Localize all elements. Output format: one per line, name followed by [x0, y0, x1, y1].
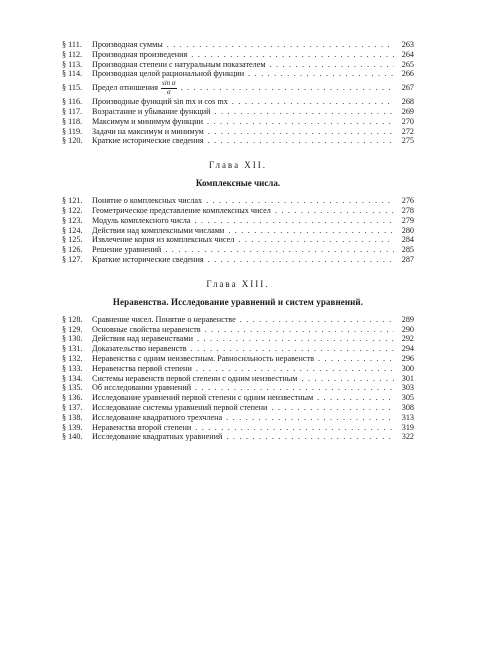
toc-entry-134 [62, 374, 414, 384]
toc-entry-114 [62, 69, 414, 79]
section-title: Краткие исторические сведения [92, 254, 204, 264]
section-title: Решение уравнений [92, 245, 162, 255]
page-number: 276 [401, 196, 414, 206]
section-number: § 135. [62, 383, 83, 393]
toc-entry-123 [62, 216, 414, 226]
section-number: § 132. [62, 353, 83, 363]
toc-entry-121 [62, 196, 414, 206]
leader-dots [181, 82, 394, 94]
leader-dots [195, 423, 394, 433]
section-number: § 115. [62, 83, 83, 93]
toc-entry-140 [62, 432, 414, 442]
chapter13-entries [62, 315, 414, 442]
section-number: § 121. [62, 196, 83, 206]
toc-entry-138 [62, 413, 414, 423]
toc-entry-133 [62, 364, 414, 374]
section-title: Максимум и минимум функции [92, 116, 203, 126]
section-number: § 123. [62, 215, 83, 225]
toc-entry-116 [62, 97, 414, 107]
leader-dots [197, 334, 394, 344]
chapter-title: Комплексные числа. [195, 178, 281, 189]
leader-dots [240, 315, 394, 325]
toc-entry-127 [62, 255, 414, 265]
section-title: Исследование уравнений первой степени с одним неизвестным [92, 393, 314, 403]
toc-entry-113 [62, 60, 414, 70]
leader-dots [275, 206, 394, 216]
toc-entry-139 [62, 423, 414, 433]
page-number: 279 [401, 215, 414, 225]
section-number: § 127. [62, 254, 83, 264]
leader-dots [226, 413, 394, 423]
toc-entry-112 [62, 50, 414, 60]
page-number: 287 [401, 254, 414, 264]
fraction-numerator: sin α [161, 79, 176, 88]
leader-dots [206, 196, 394, 206]
section-title: Возрастание и убывание функций [92, 106, 211, 116]
toc-entry-125 [62, 235, 414, 245]
page-number: 264 [401, 49, 414, 59]
leader-dots [238, 235, 394, 245]
section-title: Исследование системы уравнений первой степени [92, 402, 268, 412]
page-number: 319 [401, 422, 414, 432]
section-title: Сравнение чисел. Понятие о неравенстве [92, 314, 236, 324]
section-title: Задачи на максимум и минимум [92, 126, 204, 136]
toc-entry-131 [62, 344, 414, 354]
section-title: Исследование квадратных уравнений [92, 432, 223, 442]
page-number: 285 [401, 245, 414, 255]
section-number: § 120. [62, 136, 83, 146]
leader-dots [208, 255, 394, 265]
section-title: Производная суммы [92, 40, 163, 49]
leader-dots [215, 107, 394, 117]
page-number: 294 [401, 344, 414, 354]
leader-dots [205, 325, 394, 335]
page-number: 268 [401, 97, 414, 107]
section-number: § 117. [62, 106, 83, 116]
section-number: § 129. [62, 324, 83, 334]
section-title: Производная целой рациональной функции [92, 69, 245, 79]
leader-dots [208, 127, 394, 137]
toc-entry-117 [62, 107, 414, 117]
section-number: § 126. [62, 245, 83, 255]
section-title: Основные свойства неравенств [92, 324, 201, 334]
section-number: § 139. [62, 422, 83, 432]
section-title: Краткие исторические сведения [92, 136, 204, 146]
section-number: § 140. [62, 432, 83, 442]
section-title: Системы неравенств первой степени с одним неизвестным [92, 373, 298, 383]
section-number: § 138. [62, 412, 83, 422]
leader-dots [191, 50, 394, 60]
leader-dots [302, 374, 395, 384]
page-number: 284 [401, 235, 414, 245]
section-title: Доказательство неравенств [92, 344, 187, 354]
leader-dots [232, 97, 394, 107]
leader-dots [195, 383, 394, 393]
toc-entry-118 [62, 117, 414, 127]
table-of-contents [62, 40, 414, 442]
section-title: Неравенства второй степени [92, 422, 192, 432]
toc-entry-124 [62, 226, 414, 236]
fraction-denominator: α [166, 87, 171, 96]
leader-dots [207, 117, 394, 127]
section-title: Неравенства с одним неизвестным. Равносильность неравенств [92, 353, 315, 363]
leader-dots [191, 344, 394, 354]
section-title: Производная произведения [92, 49, 188, 59]
page-number: 303 [401, 383, 414, 393]
section-number: § 130. [62, 334, 83, 344]
page-number: 278 [401, 205, 414, 215]
toc-entry-135 [62, 383, 414, 393]
section-number: § 112. [62, 49, 83, 59]
page-number: 300 [401, 363, 414, 373]
page-number: 313 [401, 412, 414, 422]
section-title: Предел отношения [92, 83, 158, 93]
section-number: § 133. [62, 363, 83, 373]
section-number: § 125. [62, 235, 83, 245]
leader-dots [228, 226, 394, 236]
section-title: Действия над комплексными числами [92, 225, 225, 235]
section-title: Модуль комплексного числа [92, 215, 191, 225]
leader-dots [165, 245, 394, 255]
page-number: 263 [401, 40, 414, 49]
toc-entry-130 [62, 334, 414, 344]
section-title: Геометрическое представление комплексных чисел [92, 205, 271, 215]
section-title-with-fraction [92, 80, 177, 96]
section-title: Производная степени с натуральным показателем [92, 59, 266, 69]
top-entries [62, 40, 414, 146]
chapter12-entries [62, 196, 414, 265]
toc-entry-128 [62, 315, 414, 325]
leader-dots [167, 40, 394, 50]
page-number: 292 [401, 334, 414, 344]
toc-entry-111 [62, 40, 414, 50]
section-number: § 111. [62, 40, 82, 49]
fraction [161, 80, 177, 96]
page-number: 296 [401, 353, 414, 363]
page-number: 275 [401, 136, 414, 146]
toc-entry-122 [62, 206, 414, 216]
section-number: § 124. [62, 225, 83, 235]
page-number: 290 [401, 324, 414, 334]
section-title: Производные функций sin mx и cos mx [92, 97, 228, 107]
page-number: 267 [401, 83, 414, 93]
section-title: Понятие о комплексных числах [92, 196, 203, 206]
page-number: 322 [401, 432, 414, 442]
chapter-heading: Глава XII. [208, 160, 268, 171]
page-number: 269 [401, 106, 414, 116]
page-number: 301 [401, 373, 414, 383]
section-title: Неравенства первой степени [92, 363, 192, 373]
section-number: § 128. [62, 314, 83, 324]
page-number: 305 [401, 393, 414, 403]
section-number: § 118. [62, 116, 83, 126]
toc-entry-132 [62, 354, 414, 364]
toc-entry-120 [62, 136, 414, 146]
toc-entry-119 [62, 127, 414, 137]
section-number: § 137. [62, 402, 83, 412]
leader-dots [317, 393, 394, 403]
section-title: Исследование квадратного трехчлена [92, 412, 223, 422]
leader-dots [248, 69, 394, 79]
leader-dots [195, 216, 394, 226]
toc-entry-126 [62, 245, 414, 255]
section-number: § 116. [62, 97, 83, 107]
page-number: 265 [401, 59, 414, 69]
toc-entry-129 [62, 325, 414, 335]
page-number: 266 [401, 69, 414, 79]
toc-entry-115 [62, 80, 414, 96]
section-number: § 131. [62, 344, 83, 354]
page-number: 280 [401, 225, 414, 235]
section-title: Об исследовании уравнений [92, 383, 192, 393]
leader-dots [318, 354, 394, 364]
section-number: § 113. [62, 59, 83, 69]
page-number: 272 [401, 126, 414, 136]
page-number: 308 [401, 402, 414, 412]
section-title: Извлечение корня из комплексных чисел [92, 235, 235, 245]
chapter-title: Неравенства. Исследование уравнений и систем уравнений. [112, 296, 364, 307]
leader-dots [196, 364, 394, 374]
leader-dots [208, 136, 394, 146]
section-title: Действия над неравенствами [92, 334, 193, 344]
section-number: § 122. [62, 205, 83, 215]
section-number: § 134. [62, 373, 83, 383]
leader-dots [226, 432, 394, 442]
page-number: 270 [401, 116, 414, 126]
leader-dots [271, 403, 394, 413]
leader-dots [270, 60, 394, 70]
section-number: § 119. [62, 126, 83, 136]
page-number: 289 [401, 314, 414, 324]
section-number: § 114. [62, 69, 83, 79]
toc-entry-137 [62, 403, 414, 413]
chapter-heading: Глава XIII. [206, 278, 270, 289]
toc-entry-136 [62, 393, 414, 403]
section-number: § 136. [62, 393, 83, 403]
